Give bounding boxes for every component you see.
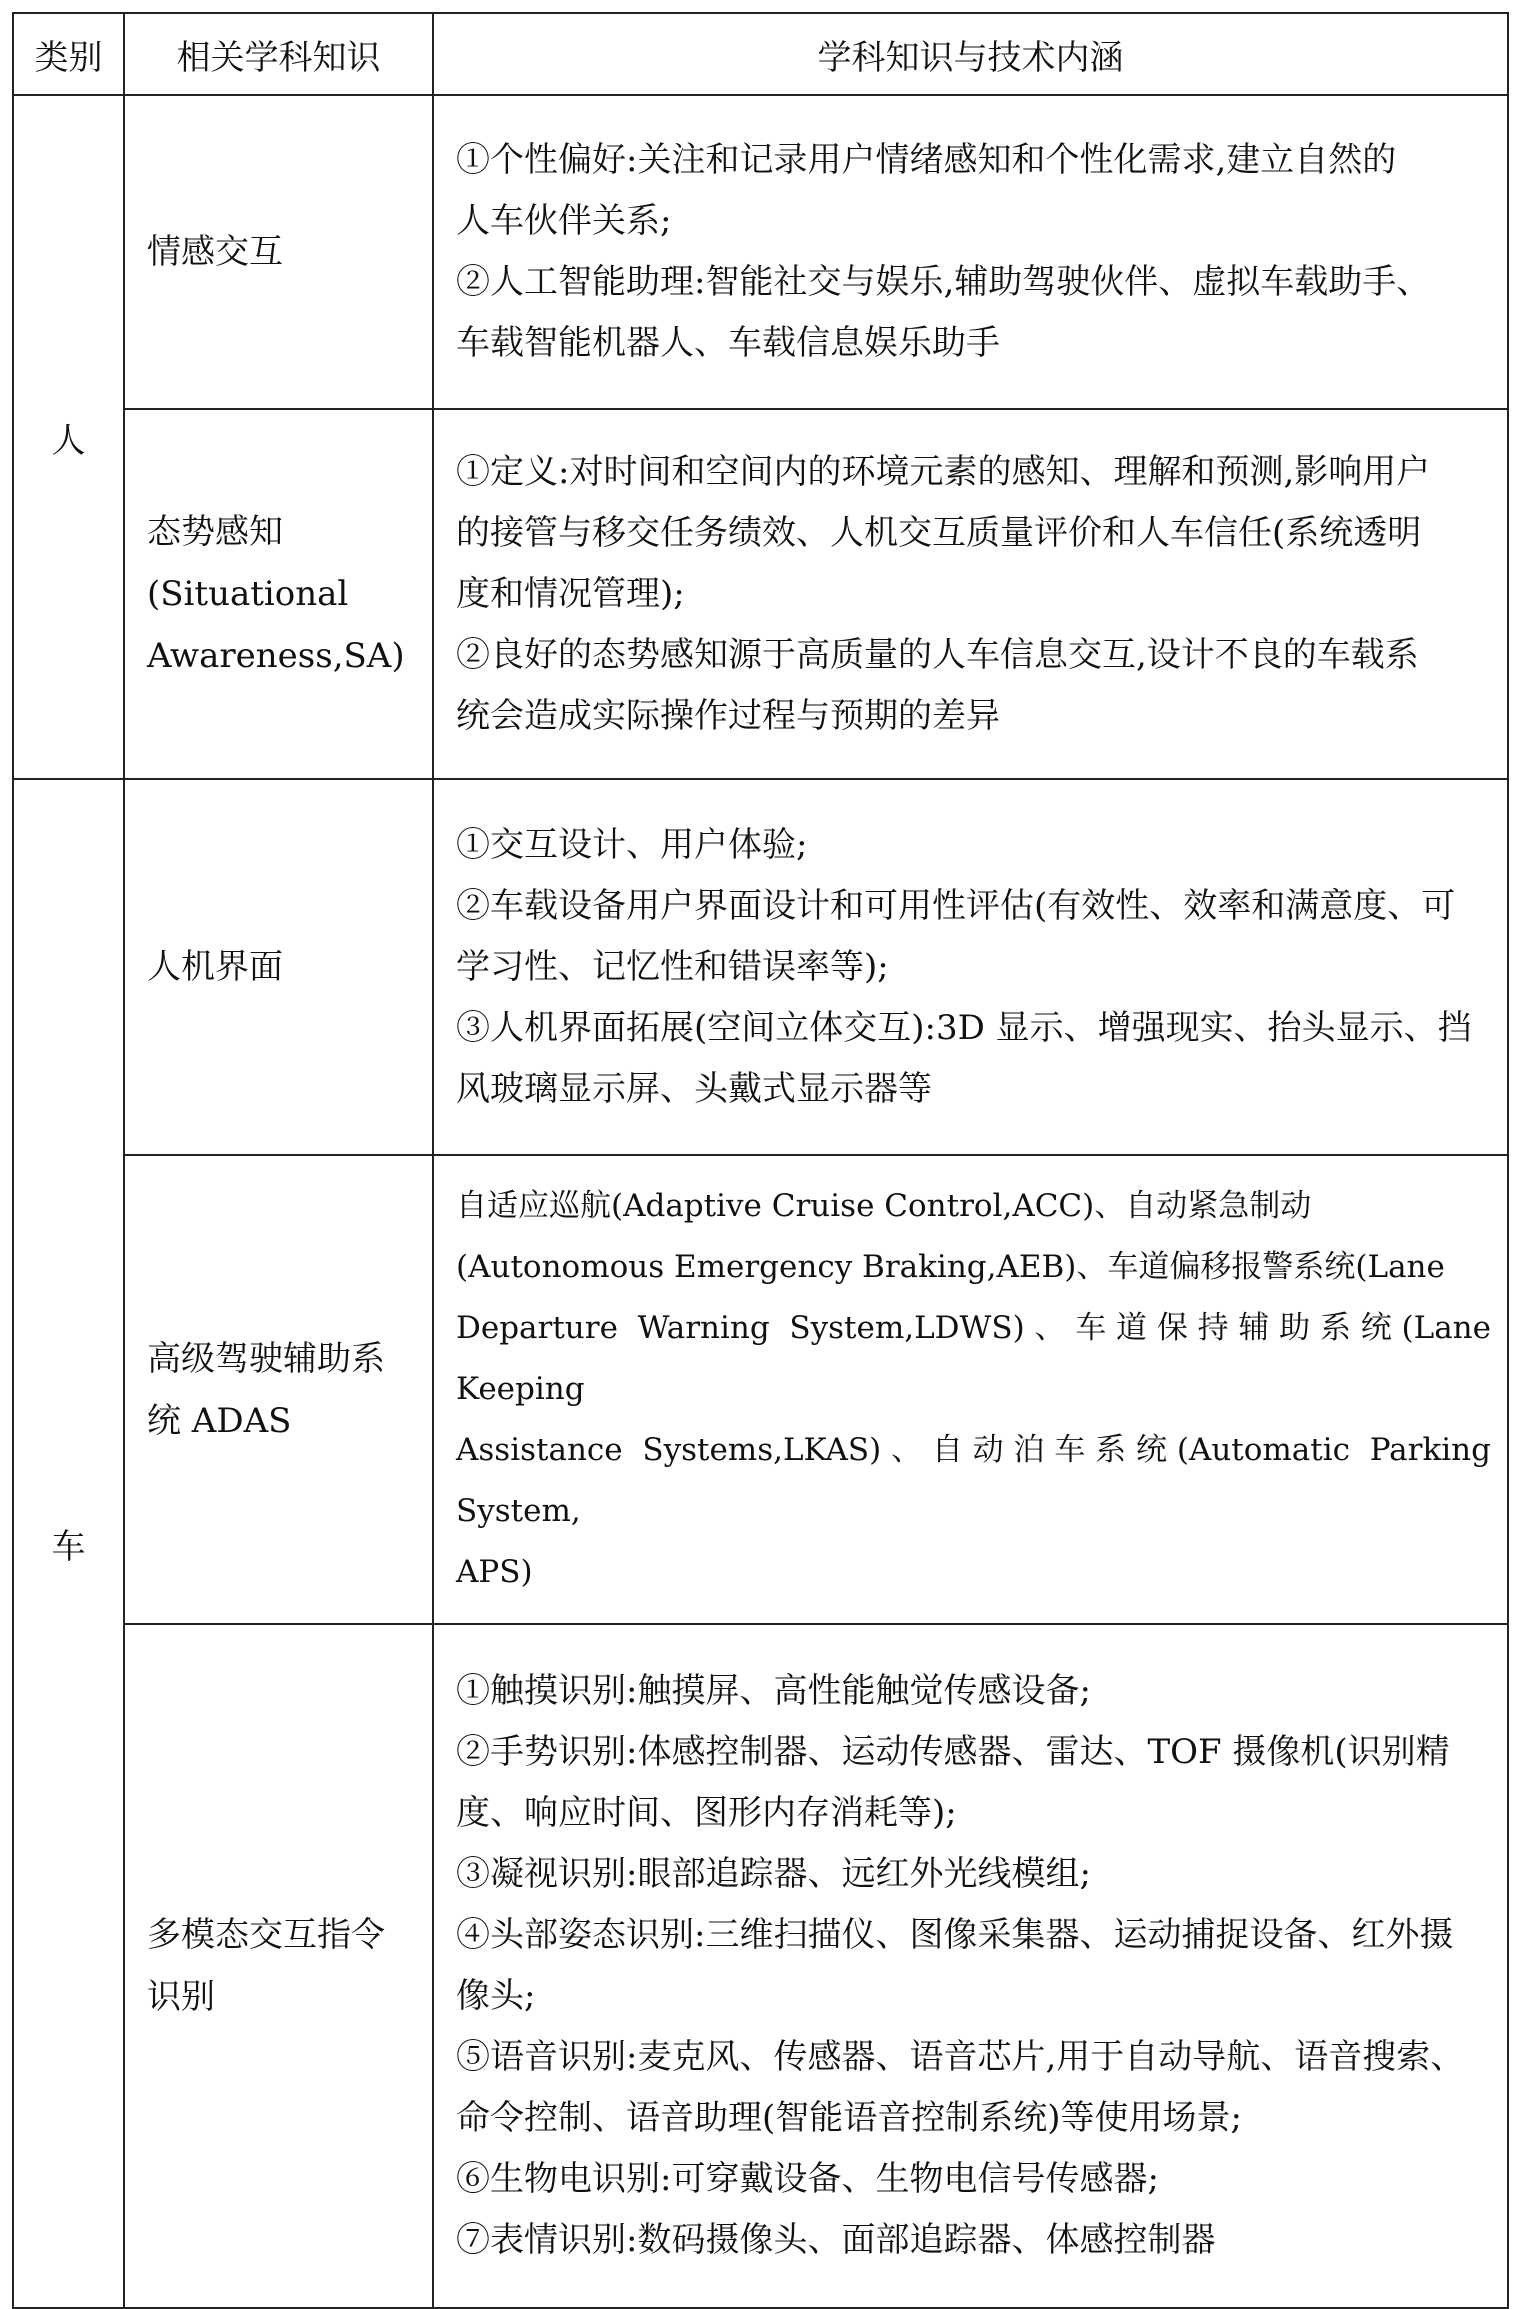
description-line: (Autonomous Emergency Braking,AEB)、车道偏移报警系统(Lane: [456, 1249, 1445, 1285]
subject-cell: 态势感知 (Situational Awareness,SA): [124, 409, 433, 779]
table-row: [13, 1155, 1508, 1624]
knowledge-table: [12, 12, 1509, 2309]
description-line: ①交互设计、用户体验;: [456, 824, 808, 865]
description-line: 度和情况管理);: [456, 573, 685, 614]
description-line: ⑥生物电识别:可穿戴设备、生物电信号传感器;: [456, 2159, 1159, 2199]
subject-cell: 人机界面: [124, 779, 433, 1155]
table-row: [13, 1624, 1508, 2308]
table-row: [13, 95, 1508, 409]
description-line: 的接管与移交任务绩效、人机交互质量评价和人车信任(系统透明: [456, 512, 1422, 553]
category-cell: 人: [13, 95, 124, 779]
description-line: APS): [456, 1554, 533, 1590]
description-cell: [433, 779, 1508, 1155]
description-line: ⑤语音识别:麦克风、传感器、语音芯片,用于自动导航、语音搜索、: [456, 2037, 1465, 2077]
subject-cell: 情感交互: [124, 95, 433, 409]
description-line: 统会造成实际操作过程与预期的差异: [456, 695, 1000, 736]
description-cell: [433, 1624, 1508, 2308]
table-header-row: [13, 13, 1508, 95]
header-related-knowledge: 相关学科知识: [124, 13, 433, 95]
description-line: ⑦表情识别:数码摄像头、面部追踪器、体感控制器: [456, 2220, 1216, 2260]
description-line: ②车载设备用户界面设计和可用性评估(有效性、效率和满意度、可: [456, 885, 1456, 926]
description-line: 人车伙伴关系;: [456, 201, 672, 241]
description-line: 车载智能机器人、车载信息娱乐助手: [456, 323, 1000, 363]
description-line: ②人工智能助理:智能社交与娱乐,辅助驾驶伙伴、虚拟车载助手、: [456, 262, 1431, 302]
category-cell: 车: [13, 779, 124, 2308]
description-line: ③人机界面拓展(空间立体交互):3D 显示、增强现实、抬头显示、挡: [456, 1007, 1472, 1048]
description-line: Assistance Systems,LKAS)、自动泊车系统(Automatic Parking System,: [456, 1432, 1491, 1529]
description-cell: [433, 409, 1508, 779]
subject-cell: 多模态交互指令识别: [124, 1624, 433, 2308]
description-line: Departure Warning System,LDWS)、车道保持辅助系统(Lane Keeping: [456, 1310, 1491, 1407]
description-line: 度、响应时间、图形内存消耗等);: [456, 1793, 957, 1833]
header-knowledge-connotation: 学科知识与技术内涵: [433, 13, 1508, 95]
description-line: ①触摸识别:触摸屏、高性能触觉传感设备;: [456, 1671, 1091, 1711]
description-line: 像头;: [456, 1976, 536, 2016]
description-line: ①定义:对时间和空间内的环境元素的感知、理解和预测,影响用户: [456, 451, 1431, 492]
header-category: 类别: [13, 13, 124, 95]
description-line: 学习性、记忆性和错误率等);: [456, 946, 889, 987]
description-line: ④头部姿态识别:三维扫描仪、图像采集器、运动捕捉设备、红外摄: [456, 1915, 1454, 1955]
table-row: [13, 409, 1508, 779]
description-line: ①个性偏好:关注和记录用户情绪感知和个性化需求,建立自然的: [456, 140, 1397, 180]
subject-cell: 高级驾驶辅助系统 ADAS: [124, 1155, 433, 1624]
description-line: ②良好的态势感知源于高质量的人车信息交互,设计不良的车载系: [456, 634, 1419, 675]
description-line: 自适应巡航(Adaptive Cruise Control,ACC)、自动紧急制动: [456, 1188, 1312, 1224]
table-row: [13, 779, 1508, 1155]
description-line: ③凝视识别:眼部追踪器、远红外光线模组;: [456, 1854, 1091, 1894]
description-line: 风玻璃显示屏、头戴式显示器等: [456, 1068, 932, 1109]
description-cell: [433, 95, 1508, 409]
description-line: ②手势识别:体感控制器、运动传感器、雷达、TOF 摄像机(识别精: [456, 1732, 1450, 1772]
description-cell: [433, 1155, 1508, 1624]
description-line: 命令控制、语音助理(智能语音控制系统)等使用场景;: [456, 2098, 1242, 2138]
